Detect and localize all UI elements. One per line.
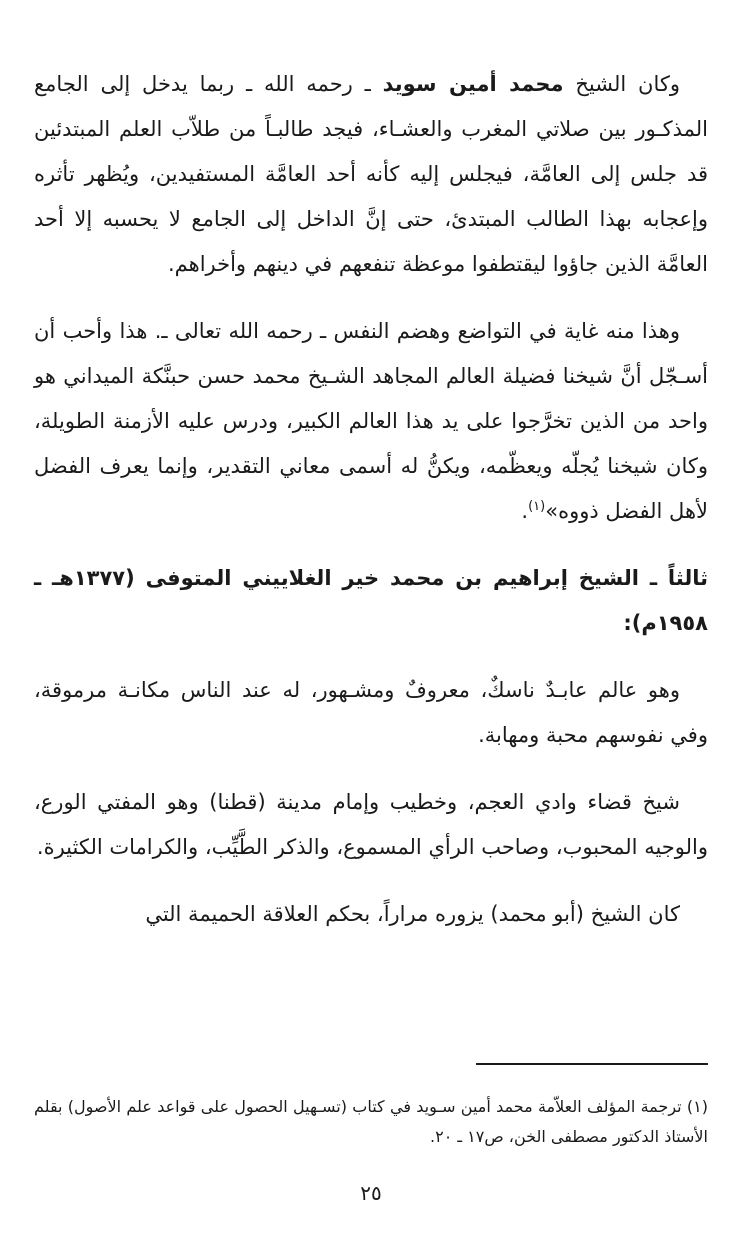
paragraph-2-end: . bbox=[521, 499, 529, 523]
page-number: ٢٥ bbox=[360, 1181, 382, 1205]
paragraph-3: وهو عالم عابـدٌ ناسكٌ، معروفٌ ومشـهور، له عند الناس مكانـة مرموقة، وفي نفوسهم محبة ومهابة. bbox=[34, 678, 708, 747]
paragraph-1-pre: وكان الشيخ bbox=[563, 72, 680, 96]
name-mohammad-amin-suwaid: محمد أمين سويد bbox=[382, 72, 564, 96]
section-heading: ثالثاً ـ الشيخ إبراهيم بن محمد خير الغلاييني المتوفى (١٣٧٧هـ ـ ١٩٥٨م): bbox=[34, 566, 709, 635]
paragraph-4: شيخ قضاء وادي العجم، وخطيب وإمام مدينة (قطنا) وهو المفتي الورع، والوجيه المحبوب، وصاحب الرأي المسموع، والذكر الطَّيِّب، والكرامات الكثيرة. bbox=[34, 790, 708, 859]
paragraph-5: كان الشيخ (أبو محمد) يزوره مراراً، بحكم العلاقة الحميمة التي bbox=[145, 902, 680, 926]
footnote-reference: (١) bbox=[528, 499, 546, 514]
page-body bbox=[34, 62, 708, 959]
footnote: (١) ترجمة المؤلف العلاّمة محمد أمين سـويد في كتاب (تسـهيل الحصول على قواعد علم الأصول) بقلم الأستاذ الدكتور مصطفى الخن، ص١٧ ـ ٢٠. bbox=[34, 1097, 708, 1146]
paragraph-1-post: ـ رحمه الله ـ ربما يدخل إلى الجامع المذكـور بين صلاتي المغرب والعشـاء، فيجد طالبـاً من طلاّب العلم المبتدئين قد جلس إلى العامَّة، فيجلس إليه كأنه أحد العامَّة المستفيدين، ويُظهر تأثره وإعجابه بهذا الطالب المبتدئ، حتى إنَّ الداخل إلى الجامع لا يحسبه إلا أحد العامَّة الذين جاؤوا ليقتطفوا موعظة تنفعهم في دينهم وأخراهم. bbox=[34, 72, 708, 276]
paragraph-1 bbox=[34, 62, 708, 287]
paragraph-2 bbox=[34, 309, 708, 534]
paragraph-2-text: وهذا منه غاية في التواضع وهضم النفس ـ رحمه الله تعالى ـ. هذا وأحب أن أسـجّل أنَّ شيخنا فضيلة العالم المجاهد الشـيخ محمد حسن حبنَّكة الميداني هو واحد من الذين تخرَّجوا على يد هذا العالم الكبير، ودرس عليه الأزمنة الطويلة، وكان شيخنا يُجلّه ويعظّمه، ويكنُّ له أسمى معاني التقدير، وإنما يعرف الفضل لأهل الفضل ذووه» bbox=[34, 319, 708, 523]
footnote-separator bbox=[476, 1063, 708, 1065]
